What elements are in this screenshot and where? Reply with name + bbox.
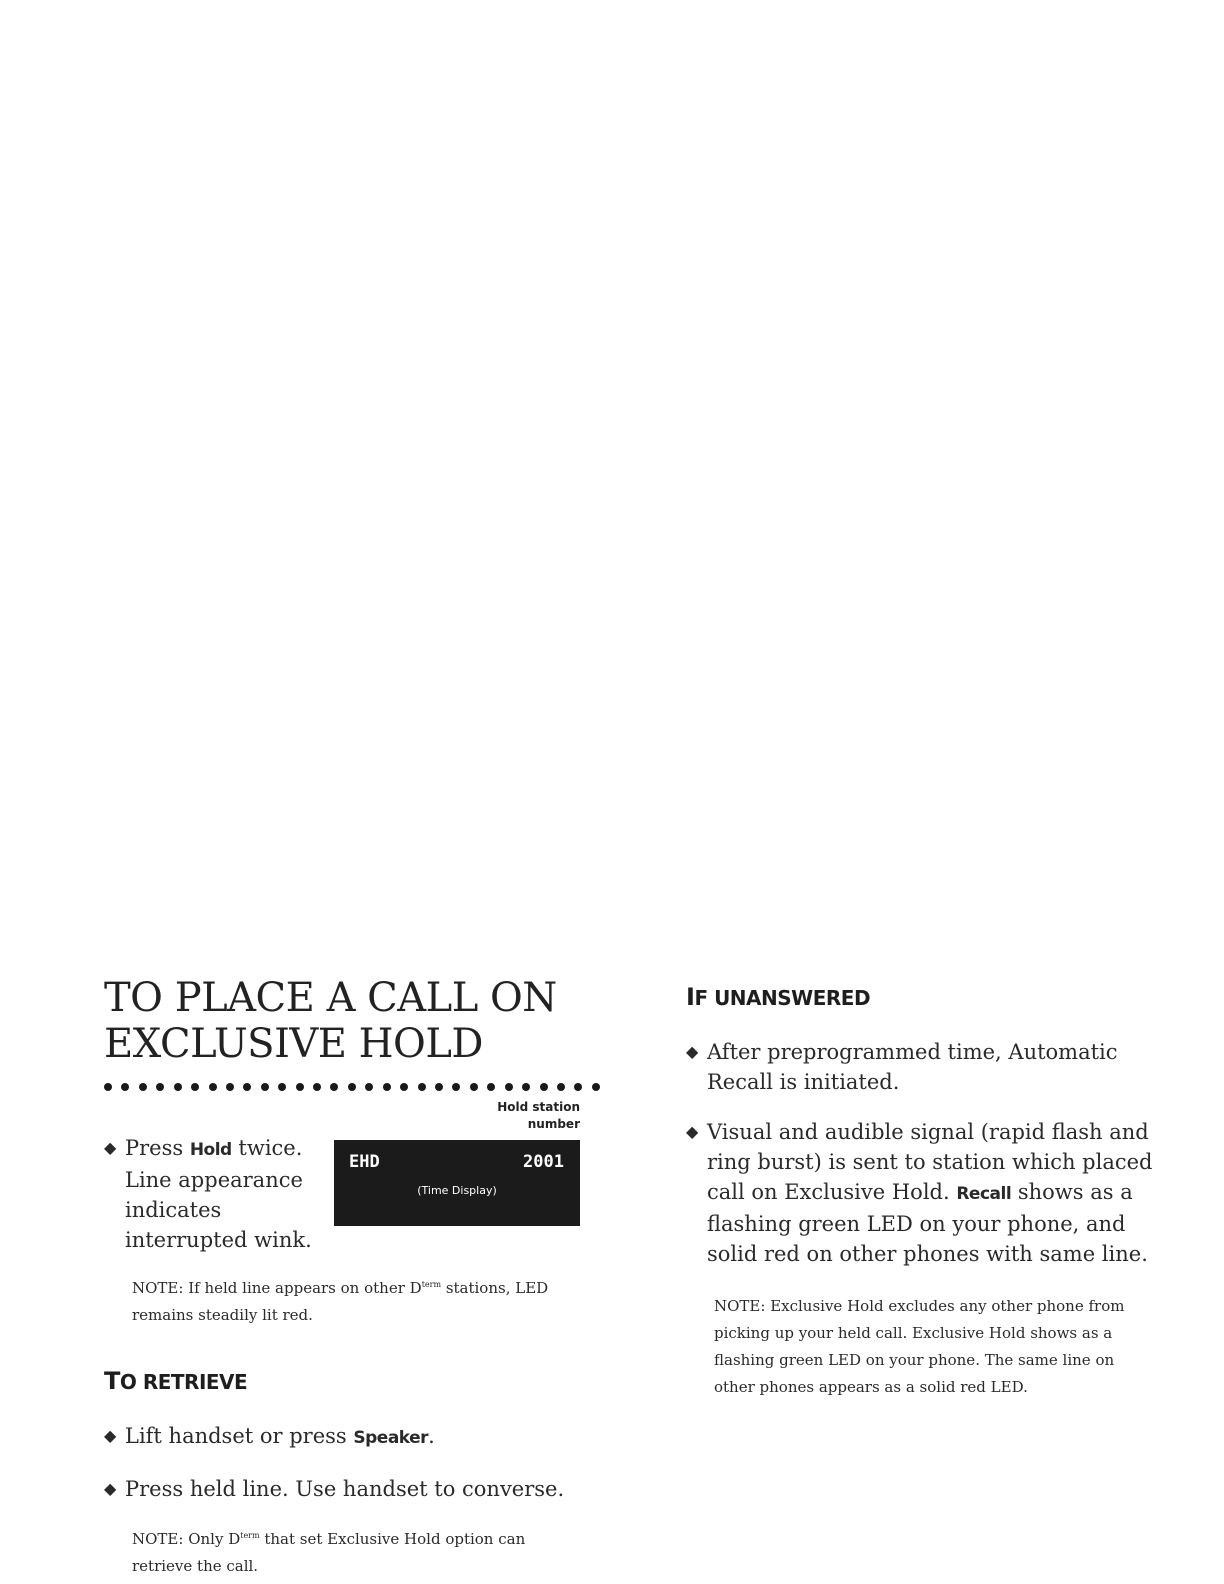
step-text: After preprogrammed time, Automatic Recall is initiated. [707, 1040, 1118, 1094]
step-text: shows as a flashing green LED on your phone, and solid red on other phones with same line. [707, 1180, 1148, 1266]
step-text: Lift handset or press [125, 1424, 354, 1448]
display-caption-line-2: number [527, 1117, 580, 1131]
divider-dot [452, 1083, 460, 1091]
note-text: NOTE: If held line appears on other D [132, 1279, 422, 1297]
diamond-bullet-icon: ◆ [686, 1042, 699, 1061]
step-lift-handset [104, 1421, 604, 1453]
divider-dot [261, 1083, 269, 1091]
heading-to-retrieve [104, 1367, 604, 1395]
divider-dot [296, 1083, 304, 1091]
divider-dot [226, 1083, 234, 1091]
dotted-divider [104, 1081, 600, 1093]
divider-dot [313, 1083, 321, 1091]
divider-dot [540, 1083, 548, 1091]
note-text: stations, LED remains steadily lit red. [132, 1279, 549, 1324]
hold-step-row [104, 1133, 604, 1263]
heading-rest: F UNANSWERED [694, 986, 871, 1010]
note-text: NOTE: Only D [132, 1530, 241, 1548]
display-time: (Time Display) [417, 1184, 497, 1197]
key-hold: Hold [189, 1140, 232, 1160]
divider-dot [365, 1083, 373, 1091]
divider-dot [330, 1083, 338, 1091]
note-sup: term [240, 1531, 260, 1540]
phone-display [334, 1140, 580, 1226]
display-station-number: 2001 [523, 1152, 564, 1172]
step-text: . [428, 1424, 435, 1448]
step-text: Visual and audible signal (rapid flash and ring burst) is sent to station which placed call on Exclusive Hold. [707, 1120, 1153, 1204]
key-speaker: Speaker [353, 1428, 429, 1448]
note-sup: term [421, 1280, 442, 1289]
right-column [686, 975, 1186, 1401]
divider-dot [278, 1083, 286, 1091]
divider-dot [383, 1083, 391, 1091]
divider-dot [139, 1083, 147, 1091]
diamond-bullet-icon: ◆ [686, 1122, 699, 1141]
divider-dot [435, 1083, 443, 1091]
divider-dot [557, 1083, 565, 1091]
key-recall: Recall [956, 1184, 1012, 1204]
divider-dot [400, 1083, 408, 1091]
display-caption-line-1: Hold station [497, 1100, 580, 1114]
note-only-dterm [132, 1522, 562, 1580]
note-exclusive-hold [714, 1293, 1154, 1401]
divider-dot [121, 1083, 129, 1091]
divider-dot [505, 1083, 513, 1091]
divider-dot [470, 1083, 478, 1091]
note-held-line [132, 1271, 572, 1329]
step-visual-signal [686, 1117, 1177, 1269]
divider-dot [592, 1083, 600, 1091]
step-press-hold [104, 1133, 325, 1255]
step-text: Press [125, 1136, 190, 1160]
step-automatic-recall [686, 1037, 1177, 1097]
divider-dot [191, 1083, 199, 1091]
heading-rest: O RETRIEVE [119, 1370, 248, 1394]
note-text: that set Exclusive Hold option can retrieve the call. [132, 1530, 526, 1575]
page-title [104, 975, 604, 1067]
diamond-bullet-icon: ◆ [104, 1426, 117, 1445]
divider-dot [104, 1083, 112, 1091]
step-text: twice. Line appearance indicates interrupted wink. [125, 1136, 312, 1252]
title-line-1: TO PLACE A CALL ON [104, 975, 557, 1021]
heading-if-unanswered [686, 983, 1186, 1011]
display-caption [104, 1099, 580, 1133]
divider-dot [522, 1083, 530, 1091]
left-column [104, 975, 604, 1580]
note-text: NOTE: Exclusive Hold excludes any other phone from picking up your held call. Exclusive Hold shows as a flashing green LED on your phone. The same line on other phones appears as a solid red LED. [714, 1297, 1125, 1396]
divider-dot [574, 1083, 582, 1091]
divider-dot [156, 1083, 164, 1091]
title-line-2: EXCLUSIVE HOLD [104, 1021, 483, 1067]
diamond-bullet-icon: ◆ [104, 1479, 117, 1498]
divider-dot [418, 1083, 426, 1091]
divider-dot [209, 1083, 217, 1091]
divider-dot [243, 1083, 251, 1091]
divider-dot [348, 1083, 356, 1091]
divider-dot [487, 1083, 495, 1091]
divider-dot [174, 1083, 182, 1091]
diamond-bullet-icon: ◆ [104, 1138, 117, 1157]
heading-cap: T [104, 1367, 120, 1395]
step-text: Press held line. Use handset to converse. [125, 1477, 565, 1501]
display-left-text: EHD [349, 1152, 380, 1172]
step-press-held-line [104, 1474, 604, 1504]
heading-cap: I [686, 983, 695, 1011]
